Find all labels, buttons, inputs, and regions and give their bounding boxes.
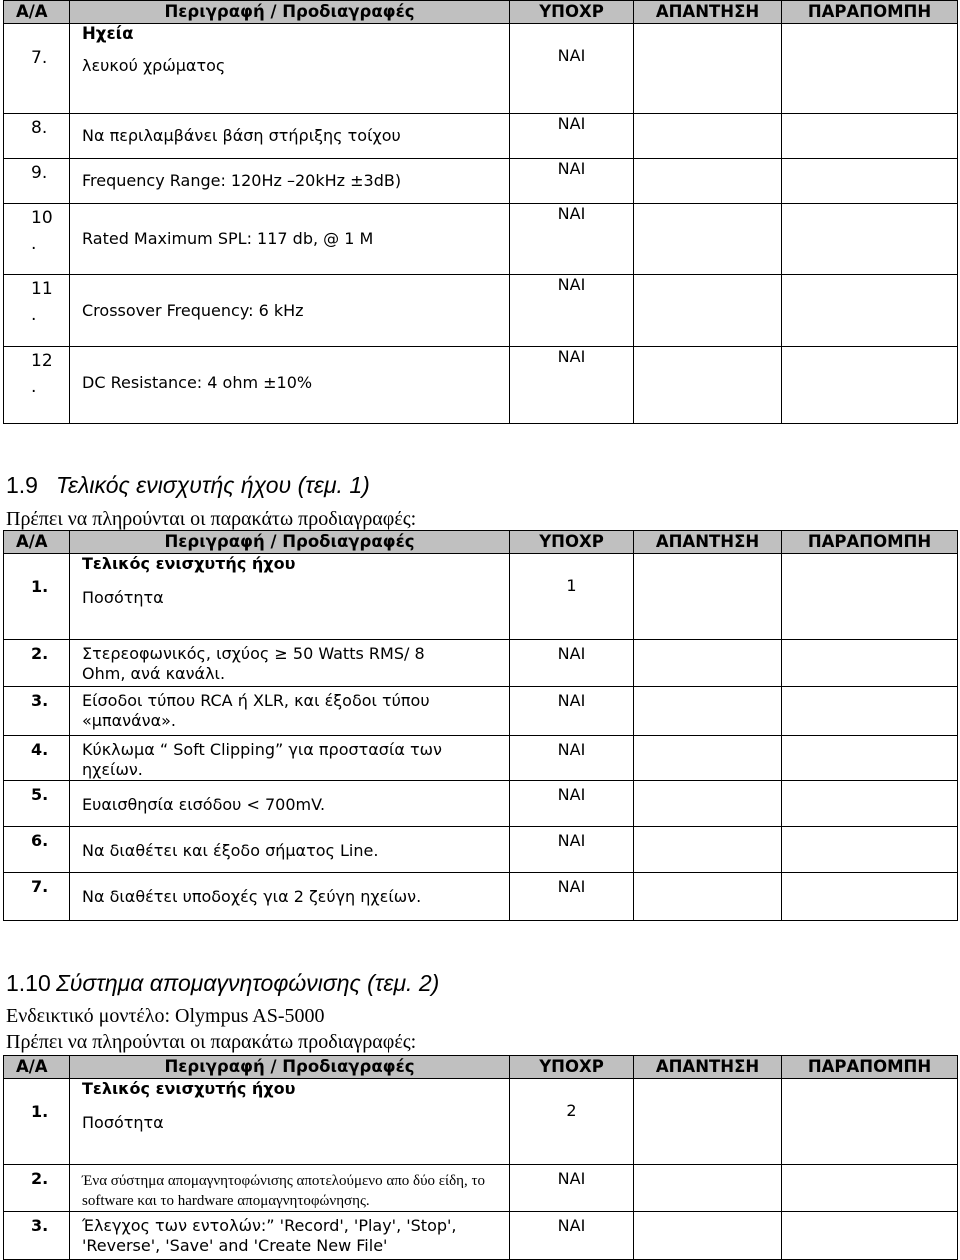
row-number: 3. (31, 1216, 49, 1235)
reference-cell[interactable] (782, 554, 958, 640)
reference-cell[interactable] (782, 873, 958, 921)
section-title: Τελικός ενισχυτής ήχου (τεμ. 1) (56, 472, 370, 498)
table-row (4, 1212, 958, 1260)
reference-cell[interactable] (782, 736, 958, 781)
reference-cell[interactable] (782, 275, 958, 347)
row-description: DC Resistance: 4 ohm ±10% (82, 373, 313, 392)
col-req: ΥΠΟΧΡ (510, 1056, 634, 1079)
table-header-row (4, 531, 958, 554)
answer-cell[interactable] (634, 24, 782, 114)
table-row (4, 159, 958, 204)
row-required: ΝΑΙ (557, 46, 586, 65)
row-required: ΝΑΙ (557, 114, 586, 133)
row-number: 2. (31, 644, 49, 663)
row-description: λευκού χρώματος (82, 56, 226, 75)
row-required: ΝΑΙ (557, 204, 586, 223)
col-aa: Α/Α (4, 531, 70, 554)
table-row (4, 204, 958, 275)
answer-cell[interactable] (634, 159, 782, 204)
col-ref: ΠΑΡΑΠΟΜΠΗ (782, 1056, 958, 1079)
col-ans: ΑΠΑΝΤΗΣΗ (634, 1, 782, 24)
row-description: Ευαισθησία εισόδου < 700mV. (82, 795, 326, 814)
speakers-spec-table (3, 0, 958, 424)
row-description: Να περιλαμβάνει βάση στήριξης τοίχου (82, 126, 401, 145)
row-description: Κύκλωμα “ Soft Clipping” για προστασία των ηχείων. (82, 740, 442, 779)
table-row (4, 24, 958, 114)
answer-cell[interactable] (634, 1165, 782, 1212)
row-number: 2. (31, 1169, 49, 1188)
row-required: ΝΑΙ (557, 740, 586, 759)
row-number: 5. (31, 785, 49, 804)
table-row (4, 827, 958, 873)
table-row (4, 1079, 958, 1165)
section-model: Ενδεικτικό μοντέλο: Olympus AS-5000 (6, 1005, 325, 1027)
reference-cell[interactable] (782, 1079, 958, 1165)
col-req: ΥΠΟΧΡ (510, 1, 634, 24)
greater-equal-icon: ≥ (274, 644, 288, 663)
table-row (4, 275, 958, 347)
answer-cell[interactable] (634, 275, 782, 347)
row-required: 1 (566, 576, 577, 595)
row-description: Να διαθέτει υποδοχές για 2 ζεύγη ηχείων. (82, 887, 422, 906)
row-required: ΝΑΙ (557, 831, 586, 850)
row-number-dot: . (31, 234, 37, 254)
col-aa: Α/Α (4, 1, 70, 24)
section-heading-1-9 (6, 472, 370, 499)
answer-cell[interactable] (634, 687, 782, 736)
row-description: Είσοδοι τύπου RCA ή XLR, και έξοδοι τύπου «μπανάνα». (82, 691, 430, 730)
row-description: Στερεοφωνικός, ισχύος (82, 644, 275, 663)
section-number: 1.10 (6, 970, 51, 996)
row-required: ΝΑΙ (557, 275, 586, 294)
row-number: 1. (31, 1102, 49, 1121)
row-required: 2 (566, 1101, 577, 1120)
reference-cell[interactable] (782, 687, 958, 736)
reference-cell[interactable] (782, 159, 958, 204)
row-required: ΝΑΙ (557, 691, 586, 710)
answer-cell[interactable] (634, 204, 782, 275)
section-number: 1.9 (6, 472, 38, 498)
reference-cell[interactable] (782, 827, 958, 873)
answer-cell[interactable] (634, 1079, 782, 1165)
table-row (4, 781, 958, 827)
col-ref: ΠΑΡΑΠΟΜΠΗ (782, 531, 958, 554)
row-number-dot: . (31, 377, 37, 397)
col-req: ΥΠΟΧΡ (510, 531, 634, 554)
row-description: Rated Maximum SPL: 117 db, @ 1 M (82, 229, 374, 248)
reference-cell[interactable] (782, 347, 958, 424)
reference-cell[interactable] (782, 1212, 958, 1260)
row-number: 12 (31, 351, 53, 371)
table-row (4, 114, 958, 159)
col-desc: Περιγραφή / Προδιαγραφές (70, 1056, 510, 1079)
reference-cell[interactable] (782, 24, 958, 114)
row-number: 4. (31, 740, 49, 759)
section-title: Σύστημα απομαγνητοφώνισης (τεμ. 2) (56, 970, 440, 996)
row-description: Ποσότητα (82, 1113, 164, 1132)
section-heading-1-10 (6, 970, 439, 997)
section-intro: Πρέπει να πληρούνται οι παρακάτω προδιαγραφές: (6, 508, 417, 530)
answer-cell[interactable] (634, 114, 782, 159)
amplifier-spec-table (3, 530, 958, 921)
row-number: 8. (31, 118, 48, 138)
col-desc: Περιγραφή / Προδιαγραφές (70, 1, 510, 24)
row-description: Να διαθέτει και έξοδο σήματος Line. (82, 841, 379, 860)
row-required: ΝΑΙ (557, 877, 586, 896)
table-row (4, 347, 958, 424)
answer-cell[interactable] (634, 873, 782, 921)
row-required: ΝΑΙ (557, 644, 586, 663)
row-required: ΝΑΙ (557, 1169, 586, 1188)
answer-cell[interactable] (634, 554, 782, 640)
col-aa: Α/Α (4, 1056, 70, 1079)
col-ref: ΠΑΡΑΠΟΜΠΗ (782, 1, 958, 24)
group-title: Τελικός ενισχυτής ήχου (82, 1079, 296, 1098)
answer-cell[interactable] (634, 736, 782, 781)
table-row (4, 736, 958, 781)
reference-cell[interactable] (782, 204, 958, 275)
answer-cell[interactable] (634, 347, 782, 424)
table-row (4, 687, 958, 736)
answer-cell[interactable] (634, 640, 782, 687)
reference-cell[interactable] (782, 114, 958, 159)
transcription-spec-table (3, 1055, 958, 1260)
answer-cell[interactable] (634, 827, 782, 873)
reference-cell[interactable] (782, 781, 958, 827)
table-row (4, 640, 958, 687)
section-intro: Πρέπει να πληρούνται οι παρακάτω προδιαγραφές: (6, 1031, 417, 1053)
row-description: Frequency Range: 120Hz –20kHz ±3dB) (82, 171, 402, 190)
table-header-row (4, 1, 958, 24)
row-required: ΝΑΙ (557, 159, 586, 178)
group-title: Ηχεία (82, 24, 134, 43)
table-row (4, 1165, 958, 1212)
row-number: 3. (31, 691, 49, 710)
row-number: 1. (31, 577, 49, 596)
reference-cell[interactable] (782, 640, 958, 687)
table-row (4, 554, 958, 640)
col-ans: ΑΠΑΝΤΗΣΗ (634, 531, 782, 554)
row-description: Ποσότητα (82, 588, 164, 607)
row-required: ΝΑΙ (557, 785, 586, 804)
row-number: 11 (31, 279, 53, 299)
row-number: 9. (31, 163, 48, 183)
reference-cell[interactable] (782, 1165, 958, 1212)
row-description: Ένα σύστημα απομαγνητοφώνισης αποτελούμενο απο δύο είδη, το software και το hardware απομαγνητοφώνησης. (82, 1173, 486, 1209)
row-description: Crossover Frequency: 6 kHz (82, 301, 304, 320)
row-number-dot: . (31, 305, 37, 325)
row-number: 10 (31, 208, 53, 228)
col-ans: ΑΠΑΝΤΗΣΗ (634, 1056, 782, 1079)
table-header-row (4, 1056, 958, 1079)
answer-cell[interactable] (634, 781, 782, 827)
row-description-cont: 50 Watts RMS/ 8 Ohm, ανά κανάλι. (82, 644, 425, 683)
row-number: 6. (31, 831, 49, 850)
row-required: ΝΑΙ (557, 347, 586, 366)
row-required: ΝΑΙ (557, 1216, 586, 1235)
col-desc: Περιγραφή / Προδιαγραφές (70, 531, 510, 554)
row-number: 7. (31, 48, 48, 68)
row-number: 7. (31, 877, 49, 896)
answer-cell[interactable] (634, 1212, 782, 1260)
group-title: Τελικός ενισχυτής ήχου (82, 554, 296, 573)
table-row (4, 873, 958, 921)
row-description: Έλεγχος των εντολών:” 'Record', 'Play', 'Stop', 'Reverse', 'Save' and 'Create New File' (82, 1216, 457, 1255)
